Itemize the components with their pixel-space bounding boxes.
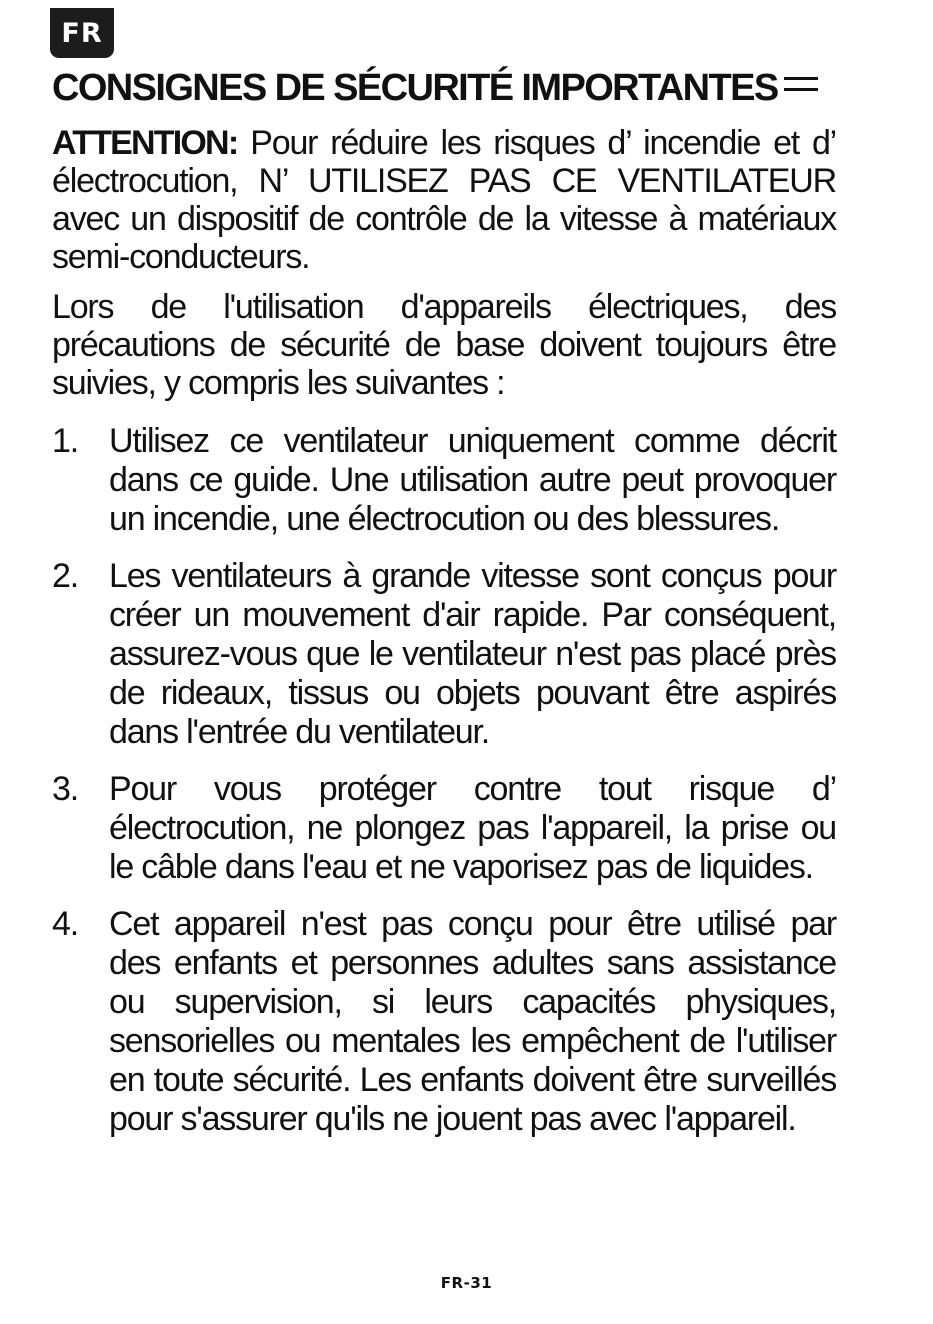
intro-paragraph: Lors de l'utilisation d'appareils électriques, des précautions de sécurité de base doivent toujours être suivies, y compris les suivantes : bbox=[52, 288, 836, 402]
warning-label: ATTENTION: bbox=[52, 124, 238, 162]
item-number: 1. bbox=[52, 422, 78, 460]
item-number: 2. bbox=[52, 557, 78, 595]
safety-content bbox=[52, 124, 836, 1157]
page-title bbox=[52, 64, 842, 112]
item-number: 4. bbox=[52, 905, 78, 943]
list-item bbox=[52, 557, 836, 752]
item-text: Pour vous protéger contre tout risque d’ électrocution, ne plongez pas l'appareil, la prise ou le câble dans l'eau et ne vaporisez pas de liquides. bbox=[109, 770, 836, 886]
item-number: 3. bbox=[52, 770, 78, 808]
warning-text: Pour réduire les risques d’ incendie et d’ électrocution, N’ UTILISEZ PAS CE VENTILATEUR avec un dispositif de contrôle de la vitesse à matériaux semi-conducteurs. bbox=[52, 124, 837, 276]
list-item bbox=[52, 905, 836, 1139]
list-item bbox=[52, 422, 836, 539]
item-text: Utilisez ce ventilateur uniquement comme décrit dans ce guide. Une utilisation autre peut provoquer un incendie, une électrocution ou des blessures. bbox=[109, 422, 836, 538]
item-text: Les ventilateurs à grande vitesse sont conçus pour créer un mouvement d'air rapide. Par conséquent, assurez-vous que le ventilateur n'est pas placé près de rideaux, tissus ou objets pouvant être aspirés dans l'entrée du ventilateur. bbox=[109, 557, 836, 751]
page-title-text: CONSIGNES DE SÉCURITÉ IMPORTANTES bbox=[52, 67, 778, 109]
language-badge-label: FR bbox=[61, 17, 103, 49]
title-double-rule bbox=[784, 77, 818, 91]
instruction-list bbox=[52, 422, 836, 1139]
warning-paragraph bbox=[52, 124, 836, 276]
item-text: Cet appareil n'est pas conçu pour être utilisé par des enfants et personnes adultes sans assistance ou supervision, si leurs capacités physiques, sensorielles ou mentales les empêchent de l'utiliser en toute sécurité. Les enfants doivent être surveillés pour s'assurer qu'ils ne jouent pas avec l'appareil. bbox=[109, 905, 836, 1138]
page-number: FR-31 bbox=[440, 1274, 493, 1292]
list-item bbox=[52, 770, 836, 887]
language-badge bbox=[50, 8, 114, 58]
